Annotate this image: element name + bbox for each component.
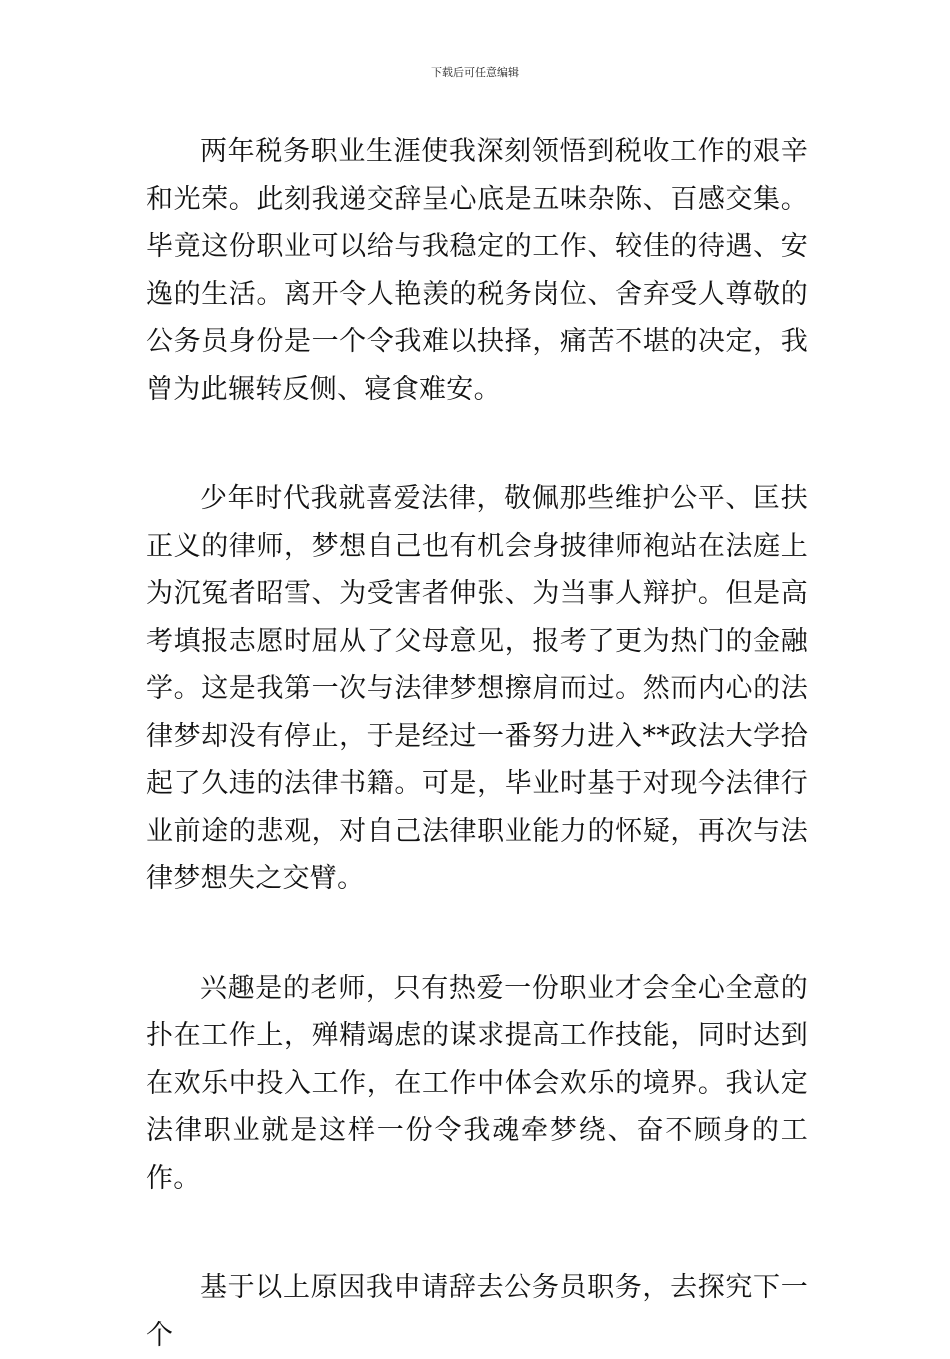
paragraph-4: 基于以上原因我申请辞去公务员职务，去探究下一个 (146, 1272, 808, 1351)
paragraph-2: 少年时代我就喜爱法律，敬佩那些维护公平、匡扶正义的律师，梦想自己也有机会身披律师袍站在法庭上为沉冤者昭雪、为受害者伸张、为当事人辩护。但是高考填报志愿时屈从了父母意见，报考了更为热门的金融学。这是我第一次与法律梦想擦肩而过。然而内心的法律梦却没有停止，于是经过一番努力进入**政法大学拾起了久违的法律书籍。可是，毕业时基于对现今法律行业前途的悲观，对自己法律职业能力的怀疑，再次与法律梦想失之交臂。 (146, 483, 808, 894)
document-body (146, 128, 808, 1359)
page-header: 下载后可任意编辑 (431, 66, 519, 79)
paragraph-1: 两年税务职业生涯使我深刻领悟到税收工作的艰辛和光荣。此刻我递交辞呈心底是五味杂陈、百感交集。毕竟这份职业可以给与我稳定的工作、较佳的待遇、安逸的生活。离开令人艳羡的税务岗位、舍弃受人尊敬的公务员身份是一个令我难以抉择，痛苦不堪的决定，我曾为此辗转反侧、寝食难安。 (146, 136, 808, 405)
paragraph-3: 兴趣是的老师，只有热爱一份职业才会全心全意的扑在工作上，殚精竭虑的谋求提高工作技能，同时达到在欢乐中投入工作，在工作中体会欢乐的境界。我认定法律职业就是这样一份令我魂牵梦绕、奋不顾身的工作。 (146, 972, 808, 1194)
